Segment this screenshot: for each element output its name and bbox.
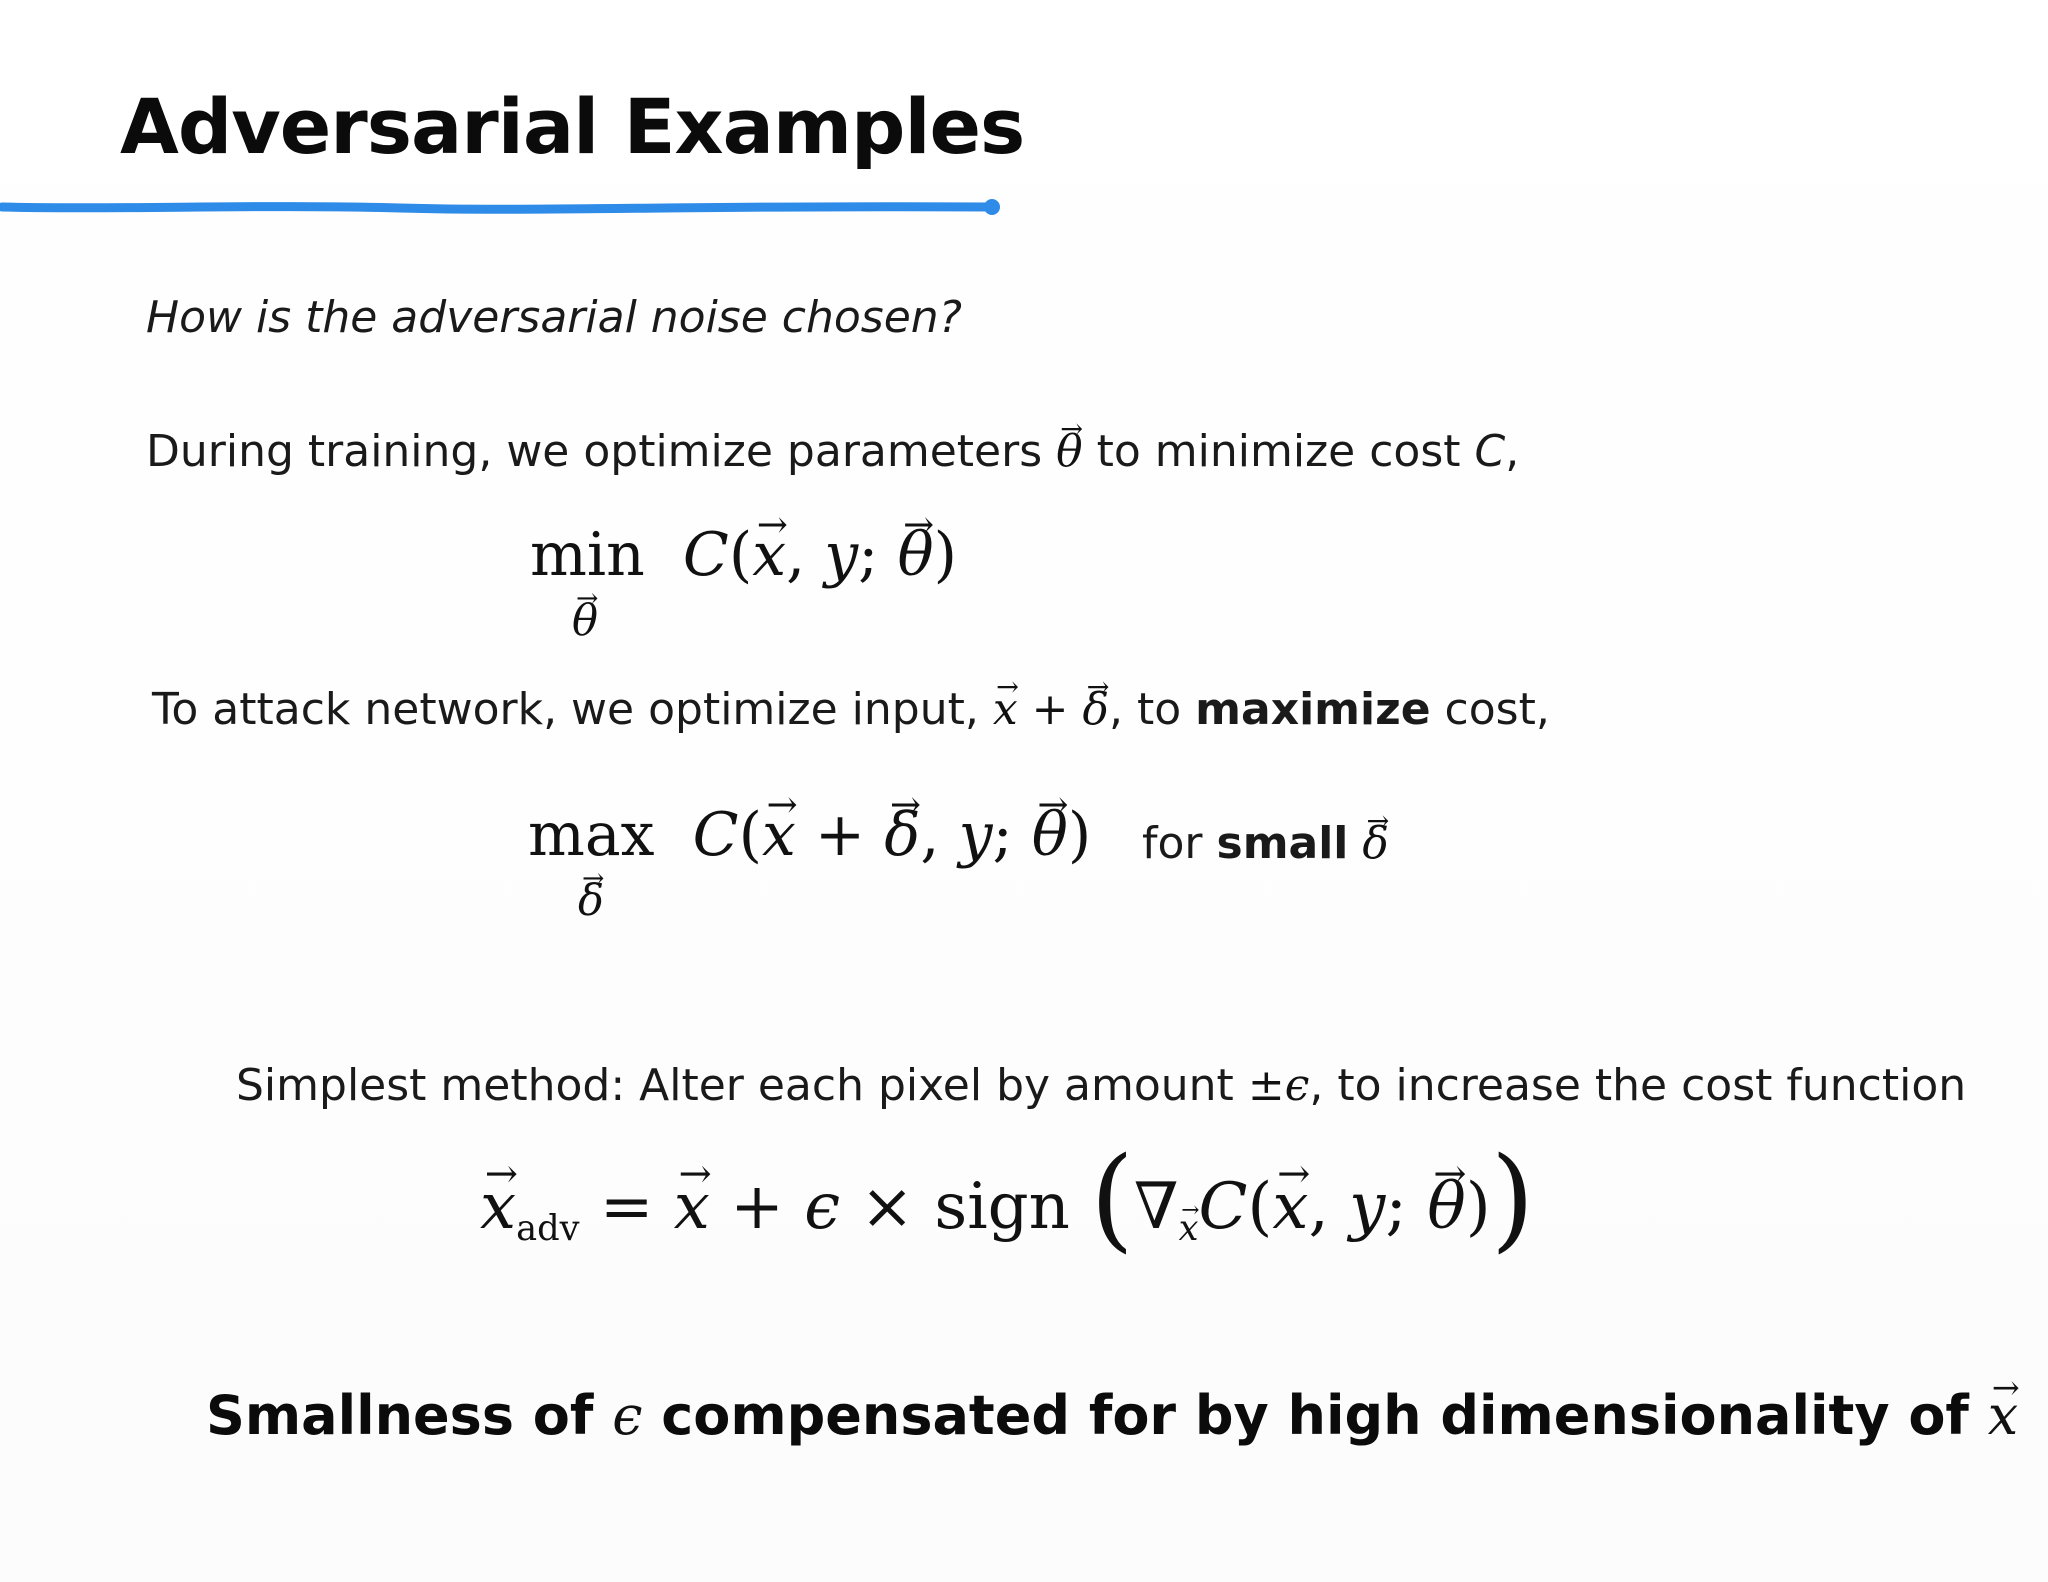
simplest-line-end: , to increase the cost function (1309, 1060, 1967, 1111)
cost-symbol: C (1474, 426, 1506, 477)
adversarial-equation: → xadv = → x + ϵ × sign (∇→ xC(→ x, y; → θ)) (480, 1170, 1534, 1244)
max-cost-fn: C (692, 800, 739, 870)
conclusion-line (206, 1384, 2018, 1447)
max-note-prefix: for (1142, 818, 1203, 869)
delta-vector-symbol: → δ (1362, 818, 1389, 869)
min-cost-fn: C (682, 520, 729, 590)
max-subscript-delta: → δ (578, 876, 604, 926)
attack-line-start: To attack network, we optimize input, (152, 684, 979, 735)
min-operator (530, 520, 645, 646)
small-word: small (1216, 818, 1349, 869)
adv-subscript: adv (516, 1208, 580, 1250)
min-label: min (530, 520, 645, 590)
x-vector-symbol: → x (1988, 1384, 2018, 1447)
attack-line-middle: , to (1109, 684, 1182, 735)
training-line (146, 426, 1519, 477)
conclusion-part1: Smallness of (206, 1384, 594, 1447)
min-subscript-theta: → θ (572, 596, 598, 646)
slide-title: Adversarial Examples (120, 82, 1025, 171)
max-note (1142, 818, 1389, 869)
attack-line-end: cost, (1444, 684, 1550, 735)
question-text: How is the adversarial noise chosen? (146, 292, 963, 343)
sign-word: sign (934, 1170, 1070, 1244)
maximize-word: maximize (1195, 684, 1431, 735)
min-equation: min → θ C(→ x, y; → θ) (530, 520, 957, 590)
simplest-line-start: Simplest method: Alter each pixel by amount (236, 1060, 1234, 1111)
title-underline (0, 196, 1010, 220)
plus-minus-epsilon-symbol: ±ϵ (1247, 1060, 1310, 1111)
max-equation: max → δ C(→ x + → δ, y; → θ) (528, 800, 1091, 870)
max-operator (528, 800, 655, 926)
epsilon-symbol: ϵ (612, 1384, 643, 1447)
max-label: max (528, 800, 655, 870)
training-line-end: , (1505, 426, 1520, 477)
x-plus-delta-symbol: → x + → δ (993, 684, 1109, 735)
conclusion-part2: compensated for by high dimensionality of (661, 1384, 1969, 1447)
training-line-start: During training, we optimize parameters (146, 426, 1043, 477)
simplest-method-line (236, 1060, 1966, 1111)
theta-vector-symbol: → θ (1056, 426, 1083, 477)
training-line-middle: to minimize cost (1096, 426, 1461, 477)
attack-line (152, 684, 1550, 735)
